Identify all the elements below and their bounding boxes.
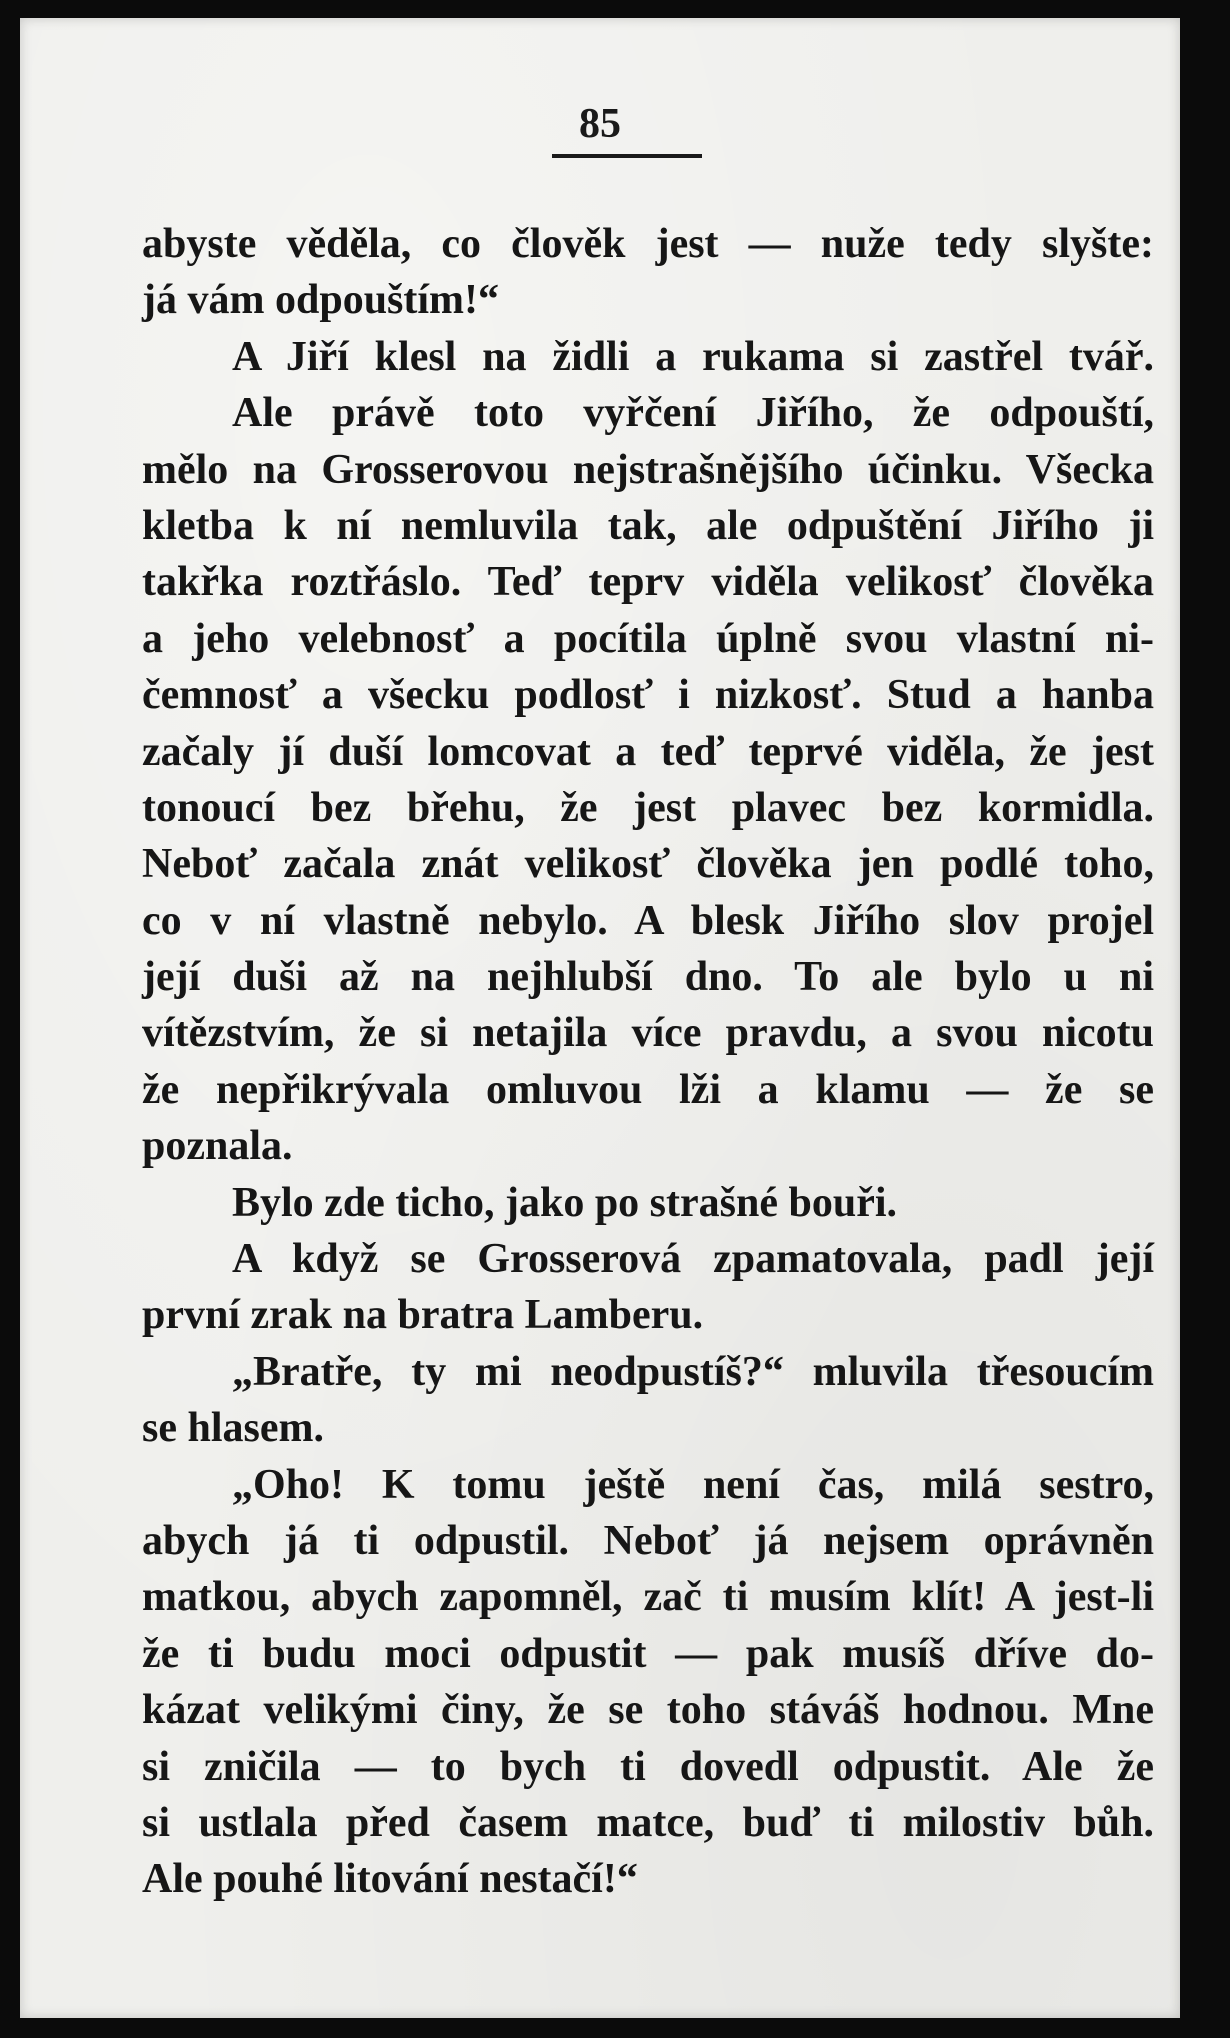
text-line: kázat velikými činy, že se toho stáváš hodnou. Mne [142,1687,1154,1734]
text-line: a jeho velebnosť a pocítila úplně svou vlastní ni- [142,615,1154,662]
text-line: takřka roztřáslo. Teď teprv viděla velikosť člověka [142,559,1154,606]
text-line: začaly jí duší lomcovat a teď teprvé viděla, že jest [142,728,1154,775]
text-line: kletba k ní nemluvila tak, ale odpuštění Jiřího ji [142,502,1154,549]
text-line: že nepřikrývala omluvou lži a klamu — že se [142,1066,1154,1113]
text-line: matkou, abych zapomněl, zač ti musím klít! A jest-li [142,1574,1154,1621]
text-line: já vám odpouštím!“ [142,277,500,324]
text-line: si ustlala před časem matce, buď ti milostiv bůh. [142,1799,1154,1846]
text-line: „Oho! K tomu ještě není čas, milá sestro, [232,1461,1154,1508]
text-line: si zničila — to bych ti dovedl odpustit. Ale že [142,1743,1154,1790]
text-line: její duši až na nejhlubší dno. To ale bylo u ni [142,954,1154,1001]
text-line: se hlasem. [142,1405,324,1452]
text-line: abyste věděla, co člověk jest — nuže tedy slyšte: [142,221,1154,267]
text-line: „Bratře, ty mi neodpustíš?“ mluvila třesoucím [232,1348,1154,1395]
text-line: Ale pouhé litování nestačí!“ [142,1856,638,1903]
text-line: vítězstvím, že si netajila více pravdu, a svou nicotu [142,1010,1154,1057]
page-number-rule [552,154,702,158]
text-line: Ale právě toto vyřčení Jiřího, že odpouští, [232,390,1154,437]
text-line: A když se Grosserová zpamatovala, padl její [232,1236,1154,1283]
text-line: poznala. [142,1123,293,1170]
text-line: první zrak na bratra Lamberu. [142,1292,704,1339]
text-line: že ti budu moci odpustit — pak musíš dříve do- [142,1630,1154,1677]
text-line: abych já ti odpustil. Neboť já nejsem oprávněn [142,1517,1154,1564]
text-line: tonoucí bez břehu, že jest plavec bez kormidla. [142,784,1154,831]
text-line: Neboť začala znát velikosť člověka jen podlé toho, [142,841,1154,888]
page-number: 85 [579,101,621,147]
text-line: Bylo zde ticho, jako po strašné bouři. [232,1179,898,1226]
body-text [142,216,1154,1908]
text-line: mělo na Grosserovou nejstrašnějšího účinku. Všecka [142,446,1154,493]
text-line: co v ní vlastně nebylo. A blesk Jiřího slov projel [142,897,1154,944]
text-line: A Jiří klesl na židli a rukama si zastřel tvář. [232,333,1154,380]
text-line: čemnosť a všecku podlosť i nizkosť. Stud a hanba [142,672,1154,719]
book-page [20,18,1180,2018]
